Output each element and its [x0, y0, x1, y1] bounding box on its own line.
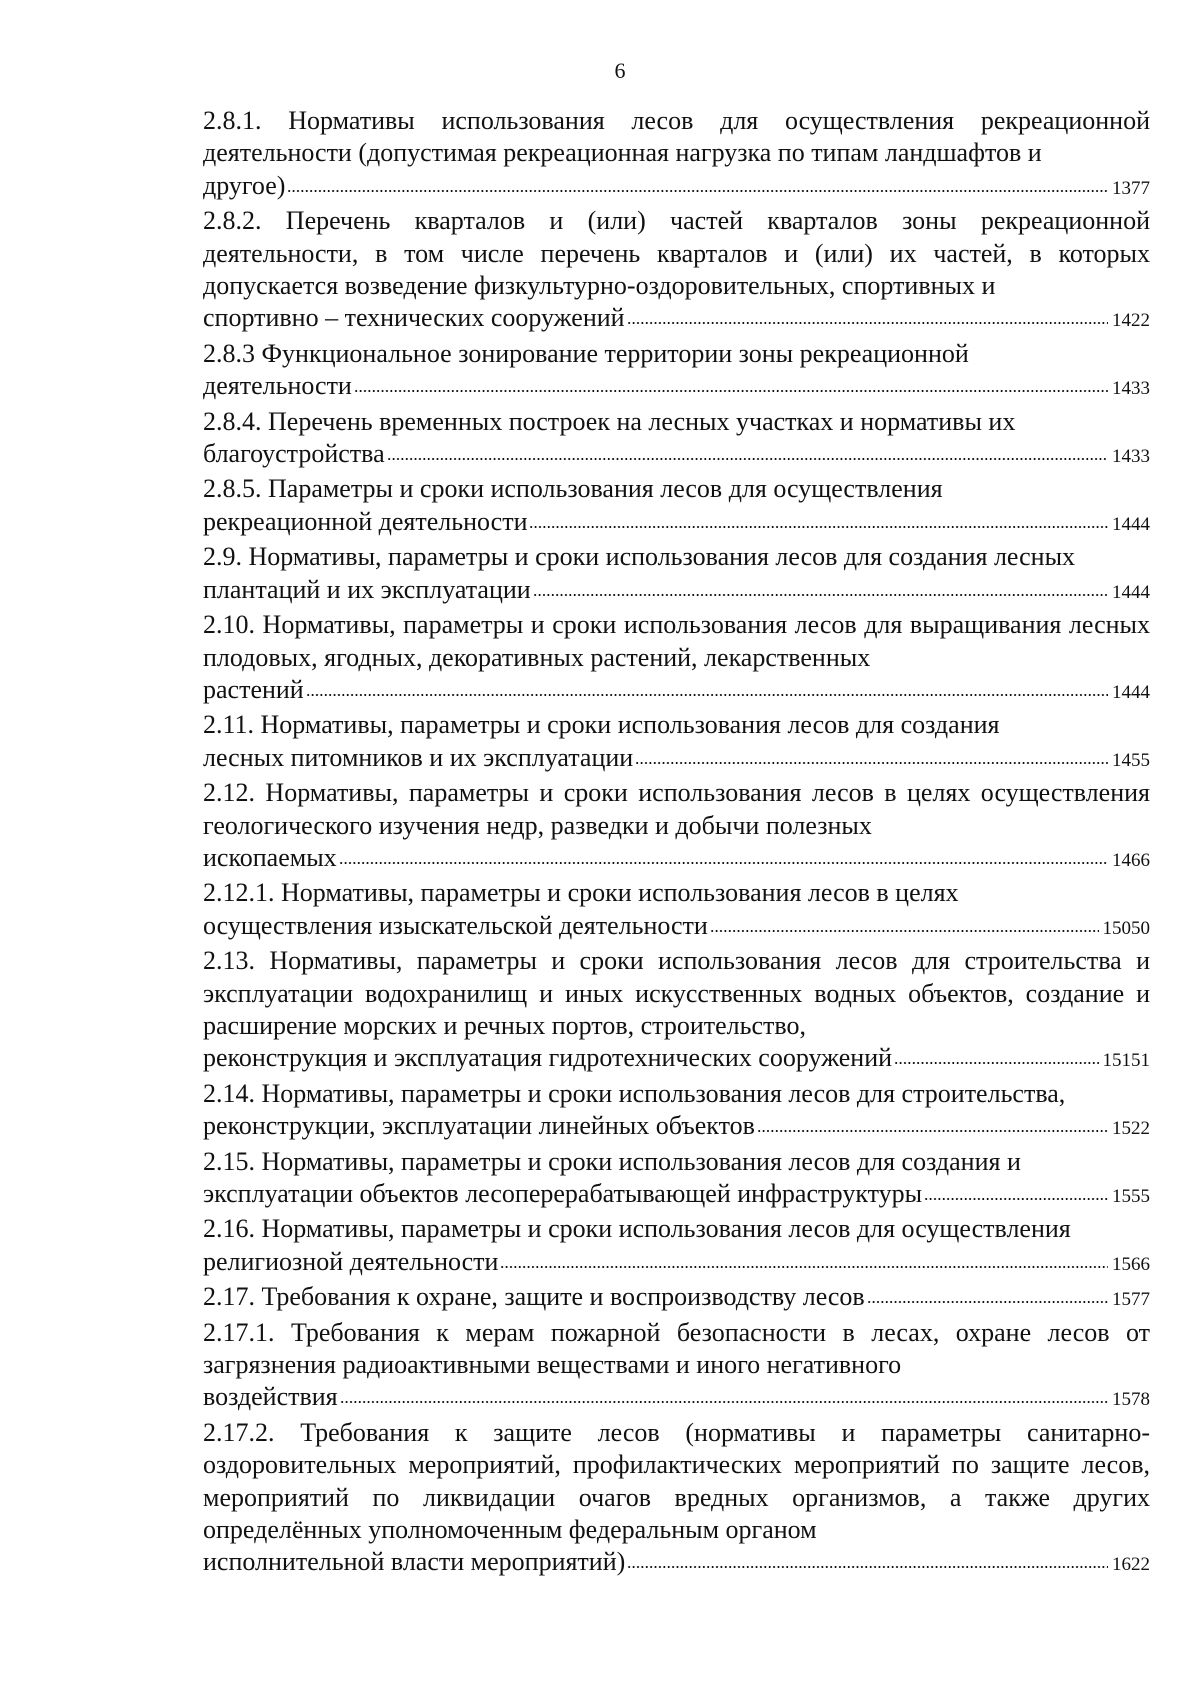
toc-entry-last-line	[203, 302, 1150, 337]
toc-entry-body: 2.17.2. Требования к защите лесов (нормативы и параметры санитарно-оздоровительных мероприятий, профилактических мероприятий по защите лесов, мероприятий по ликвидации очагов вредных организмов, а также других определённых уполномоченным федеральным органом	[203, 1417, 1150, 1545]
toc-entry-2-10[interactable]	[203, 609, 1150, 709]
toc-entry-last-text: религиозной деятельности	[203, 1246, 499, 1276]
toc-page-ref: 1422	[1112, 310, 1150, 332]
dot-leader	[894, 1060, 1098, 1066]
toc-entry-2-9[interactable]	[203, 541, 1150, 609]
toc-entry-last-line	[203, 370, 1150, 405]
dot-leader	[533, 592, 1108, 598]
dot-leader	[627, 1564, 1108, 1570]
toc-entry-body: 2.15. Нормативы, параметры и сроки использования лесов для создания и	[203, 1146, 1021, 1176]
toc-entry-last-line	[203, 910, 1150, 945]
toc-entry-2-8-2[interactable]	[203, 205, 1150, 338]
toc-entry-last-line	[203, 1546, 1150, 1581]
toc-entry-last-text: 2.17. Требования к охране, защите и воспроизводству лесов	[203, 1282, 865, 1312]
dot-leader	[627, 320, 1108, 326]
toc-entry-last-line	[203, 574, 1150, 609]
toc-page-ref: 1466	[1112, 849, 1150, 871]
toc-entry-2-8-3[interactable]	[203, 338, 1150, 406]
dot-leader	[339, 860, 1108, 866]
toc-entry-2-12-1[interactable]	[203, 877, 1150, 945]
toc-entry-2-17-2[interactable]	[203, 1417, 1150, 1582]
toc-page-ref: 1433	[1112, 378, 1150, 400]
toc-page-ref: 1433	[1112, 446, 1150, 468]
toc-entry-last-text: реконструкция и эксплуатация гидротехнических сооружений	[203, 1043, 893, 1073]
toc-entry-last-line	[203, 506, 1150, 541]
toc-entry-2-16[interactable]	[203, 1213, 1150, 1281]
toc-entry-last-text: эксплуатации объектов лесоперерабатывающей инфраструктуры	[203, 1179, 923, 1208]
toc-entry-last-line	[203, 1246, 1150, 1281]
toc-entry-2-17-1[interactable]	[203, 1317, 1150, 1417]
toc-entry-last-line	[203, 438, 1150, 473]
toc-entry-body: 2.9. Нормативы, параметры и сроки использования лесов для создания лесных	[203, 542, 1076, 572]
toc-entry-last-text: спортивно – технических сооружений	[203, 303, 625, 333]
dot-leader	[757, 1128, 1108, 1134]
toc-entry-last-text: лесных питомников и их эксплуатации	[203, 742, 634, 772]
toc-entry-last-line	[203, 1381, 1150, 1416]
toc-page-ref: 1555	[1112, 1186, 1150, 1207]
toc-entry-body: 2.14. Нормативы, параметры и сроки использования лесов для строительства,	[203, 1078, 1066, 1108]
toc-page-ref: 1577	[1112, 1289, 1150, 1311]
toc-entry-2-14[interactable]	[203, 1078, 1150, 1146]
toc-entry-last-text: реконструкции, эксплуатации линейных объектов	[203, 1111, 755, 1141]
toc-entry-body: 2.16. Нормативы, параметры и сроки использования лесов для осуществления	[203, 1214, 1071, 1244]
dot-leader	[354, 388, 1108, 394]
toc-page-ref: 1622	[1112, 1554, 1150, 1576]
toc-entry-last-line	[203, 1042, 1150, 1077]
toc-page-ref: 1455	[1112, 749, 1150, 771]
toc-entry-body: 2.13. Нормативы, параметры и сроки использования лесов для строительства и эксплуатации водохранилищ и иных искусственных водных объектов, создание и расширение морских и речных портов, строительство,	[203, 946, 1150, 1040]
toc-entry-last-text: осуществления изыскательской деятельности	[203, 910, 708, 940]
toc-entry-last-line	[203, 170, 1150, 205]
toc-entry-last-line	[203, 1178, 1150, 1213]
toc-entry-last-text: деятельности	[203, 371, 352, 401]
toc-page-ref: 1578	[1112, 1389, 1150, 1411]
toc-entry-body: 2.12. Нормативы, параметры и сроки использования лесов в целях осуществления геологического изучения недр, разведки и добычи полезных	[203, 778, 1150, 840]
toc-entry-body: 2.8.2. Перечень кварталов и (или) частей кварталов зоны рекреационной деятельности, в том числе перечень кварталов и (или) их частей, в которых допускается возведение физкультурно-оздоровительных, спортивных и	[203, 206, 1150, 301]
toc-entry-body: 2.12.1. Нормативы, параметры и сроки использования лесов в целях	[203, 878, 959, 908]
dot-leader	[924, 1196, 1108, 1202]
toc-entry-2-8-5[interactable]	[203, 473, 1150, 541]
toc-entry-last-line	[203, 842, 1150, 877]
toc-entry-last-line	[203, 1110, 1150, 1145]
toc-entry-body: 2.11. Нормативы, параметры и сроки использования лесов для создания	[203, 710, 1000, 740]
dot-leader	[529, 524, 1108, 530]
toc-entry-body: 2.8.5. Параметры и сроки использования лесов для осуществления	[203, 474, 943, 504]
toc-entry-body: 2.17.1. Требования к мерам пожарной безопасности в лесах, охране лесов от загрязнения радиоактивными веществами и иного негативного	[203, 1317, 1150, 1380]
dot-leader	[287, 188, 1108, 194]
toc-page-ref: 15050	[1102, 917, 1150, 939]
toc-entry-2-8-1[interactable]	[203, 105, 1150, 205]
toc-page-ref: 1522	[1112, 1118, 1150, 1140]
toc-entry-last-text: ископаемых	[203, 842, 337, 872]
toc-entry-last-line	[203, 674, 1150, 709]
dot-leader	[306, 692, 1108, 698]
toc-entry-2-15[interactable]	[203, 1146, 1150, 1214]
toc-entry-last-text: растений	[203, 674, 304, 704]
dot-leader	[635, 760, 1108, 766]
toc-page-ref: 1566	[1112, 1253, 1150, 1275]
toc-entry-last-line	[203, 1281, 1150, 1316]
page-number: 6	[614, 58, 626, 83]
toc-page-ref: 1444	[1112, 513, 1150, 535]
toc-entry-last-text: благоустройства	[203, 439, 385, 469]
toc-entry-body: 2.8.1. Нормативы использования лесов для осуществления рекреационной деятельности (допустимая рекреационная нагрузка по типам ландшафтов и	[203, 106, 1150, 168]
dot-leader	[500, 1264, 1108, 1270]
dot-leader	[387, 456, 1108, 462]
toc-page-ref: 1377	[1112, 177, 1150, 199]
toc-entry-body: 2.8.4. Перечень временных построек на лесных участках и нормативы их	[203, 406, 1016, 436]
toc-entry-last-text: другое)	[203, 170, 286, 200]
toc-entry-2-17[interactable]	[203, 1281, 1150, 1316]
dot-leader	[710, 928, 1099, 934]
toc-entry-body: 2.10. Нормативы, параметры и сроки использования лесов для выращивания лесных плодовых, ягодных, декоративных растений, лекарственных	[203, 610, 1150, 672]
toc-entry-2-11[interactable]	[203, 709, 1150, 777]
table-of-contents	[203, 105, 1150, 1582]
toc-entry-last-text: воздействия	[203, 1382, 338, 1412]
dot-leader	[867, 1299, 1108, 1305]
toc-entry-last-text: рекреационной деятельности	[203, 506, 528, 536]
toc-entry-last-line	[203, 742, 1150, 777]
toc-page-ref: 15151	[1102, 1050, 1150, 1072]
toc-page-ref: 1444	[1112, 581, 1150, 603]
dot-leader	[340, 1399, 1108, 1405]
toc-entry-last-text: исполнительной власти мероприятий)	[203, 1547, 626, 1577]
toc-entry-last-text: плантаций и их эксплуатации	[203, 574, 531, 604]
toc-entry-body: 2.8.3 Функциональное зонирование территории зоны рекреационной	[203, 338, 969, 368]
toc-page-ref: 1444	[1112, 681, 1150, 703]
toc-entry-2-8-4[interactable]	[203, 406, 1150, 474]
toc-entry-2-12[interactable]	[203, 777, 1150, 877]
toc-entry-2-13[interactable]	[203, 945, 1150, 1078]
